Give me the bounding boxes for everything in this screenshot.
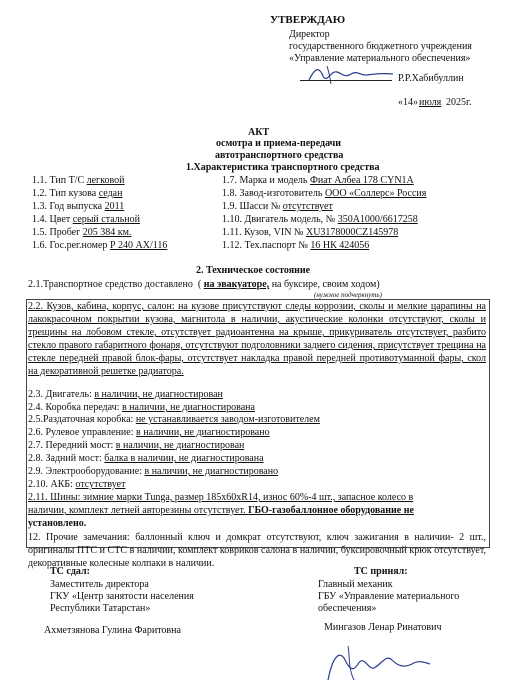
director-signature-line [300, 80, 392, 81]
director-signature [305, 62, 395, 86]
approve-position-2: государственного бюджетного учреждения [289, 41, 472, 52]
spec-engine: 1.10. Двигатель модель, № 350А1000/6617258 [222, 214, 418, 225]
approve-date-year: 2025г. [446, 97, 472, 108]
spec-year: 1.3. Год выпуска 2011 [32, 201, 125, 212]
section1-heading: 1.Характеристика транспортного средства [186, 162, 380, 173]
tires-line-1: 2.11. Шины: зимние марки Tunga, размер 185х60хR14, износ 60%-4 шт., запасное колесо в [28, 492, 414, 503]
spec-type: 1.1. Тип Т/С легковой [32, 175, 125, 186]
engine-state: 2.3. Двигатель: в наличии, не диагностирован [28, 389, 223, 400]
delivery-note: (нужное подчеркнуть) [314, 291, 382, 299]
spec-plate: 1.6. Гос.рег.номер Р 240 АХ/116 [32, 240, 168, 251]
approve-position-1: Директор [289, 29, 330, 40]
spec-passport: 1.12. Тех.паспорт № 16 НК 424056 [222, 240, 370, 251]
spec-make-model: 1.7. Марка и модель Фиат Албеа 178 CYN1A [222, 175, 414, 186]
tires-line-2: наличии, комплект летней авторезины отсутствует. ГБО-газобаллонное оборудование не [28, 505, 414, 516]
approve-title: УТВЕРЖДАЮ [270, 14, 346, 26]
approve-date-month: июля [419, 97, 442, 108]
spec-color: 1.4. Цвет серый стальной [32, 214, 140, 225]
delivery-choice: на эвакуаторе, [203, 279, 270, 290]
handed-over-name: Ахметзянова Гулина Фаритовна [44, 625, 181, 636]
delivery-method: 2.1.Транспортное средство доставлено ( на эвакуаторе, на буксире, своим ходом) [28, 279, 380, 290]
handed-over-position-3: Республики Татарстан» [50, 603, 151, 614]
handed-over-position-2: ГКУ «Центр занятости населения [50, 591, 194, 602]
received-position-2: ГБУ «Управление материального [318, 591, 460, 602]
spec-body-type: 1.2. Тип кузова седан [32, 188, 123, 199]
spec-chassis: 1.9. Шасси № отсутствует [222, 201, 333, 212]
handed-over-heading: ТС сдал: [50, 566, 90, 577]
front-axle-state: 2.7. Передний мост: в наличии, не диагностирован [28, 440, 245, 451]
spec-mileage: 1.5. Пробег 205 384 км. [32, 227, 132, 238]
act-subtitle-1: осмотра и приема-передачи [216, 138, 342, 149]
received-position-1: Главный механик [318, 579, 393, 590]
act-title: АКТ [248, 127, 270, 138]
received-position-3: обеспечения» [318, 603, 377, 614]
transfer-case-state: 2.5.Раздаточная коробка: не устанавливается заводом-изготовителем [28, 414, 320, 425]
received-name: Мингазов Ленар Ринатович [324, 622, 442, 633]
spec-manufacturer: 1.8. Завод-изготовитель ООО «Соллерс» Россия [222, 188, 427, 199]
electrical-state: 2.9. Электрооборудование: в наличии, не диагностировано [28, 466, 279, 477]
gearbox-state: 2.4. Коробка передач: в наличии, не диагностирована [28, 402, 255, 413]
battery-state: 2.10. АКБ: отсутствует [28, 479, 126, 490]
steering-state: 2.6. Рулевое управление: в наличии, не диагностировано [28, 427, 270, 438]
act-subtitle-2: автотранспортного средства [215, 150, 344, 161]
section2-heading: 2. Техническое состояние [196, 265, 311, 276]
spec-vin: 1.11. Кузов, VIN № XU3178000CZ145978 [222, 227, 399, 238]
rear-axle-state: 2.8. Задний мост: балка в наличии, не диагностирована [28, 453, 264, 464]
approve-date-day: «14» [398, 97, 418, 108]
other-remarks: 12. Прочие замечания: баллонный ключ и домкрат отсутствуют, ключ зажигания в наличии- 2 шт., оригиналы ПТС и СТС в наличии, комплект ковриков салона в наличии, буксировочный крюк отсутствует, декоративные колесные колпаки в наличии. [28, 532, 486, 569]
approve-position-3: «Управление материального обеспечения» [289, 53, 471, 64]
received-heading: ТС принял: [354, 566, 408, 577]
body-condition: 2.2. Кузов, кабина, корпус, салон: на кузове присутствуют следы коррозии, сколы и мелкие царапины на лакокрасочном покрытии кузова, магнитола в наличии, акустические колонки отсутствуют, сколы и трещины на лобовом стекле, отсутствует радиоантенна на крыше, прикуриватель отсутствует, разбито стекло правого габаритного фонаря, отсутствуют подголовники заднего сидения, присутствует трещина на стекле передней правой блок-фары, отсутствует накладка правой передней противотуманной фары, скол на декоративной решетке радиатора. [28, 301, 486, 377]
handed-over-position-1: Заместитель директора [50, 579, 149, 590]
receiver-signature [318, 640, 438, 690]
approve-signer: Р.Р.Хабибуллин [398, 73, 464, 84]
gbo-line-3: установлено. [28, 518, 87, 529]
